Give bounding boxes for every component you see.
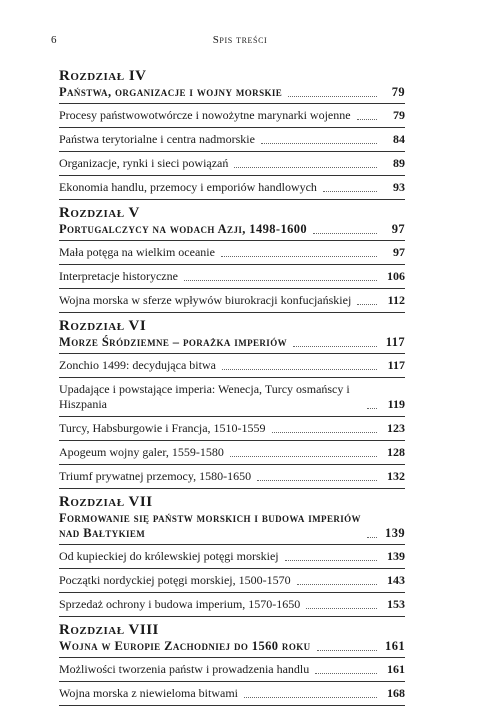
chapter-title: Morze Śródziemne – porażka imperiów (59, 335, 288, 349)
toc-entry-title: Organizacje, rynki i sieci powiązań (59, 156, 229, 170)
toc-entry[interactable] (59, 152, 405, 176)
chapter-section (59, 318, 405, 489)
toc-entry-title: Mała potęga na wielkim oceanie (59, 245, 215, 259)
chapter-page-number: 117 (385, 335, 405, 349)
toc-entry-page-number: 143 (387, 573, 405, 587)
toc-entry-page-number: 89 (393, 156, 405, 170)
chapter-heading: Rozdział VIII (59, 622, 159, 638)
toc-entry-title: Od kupieckiej do królewskiej potęgi morskiej (59, 549, 279, 563)
toc-entry[interactable] (59, 569, 405, 593)
toc-entry-page-number: 153 (387, 597, 405, 611)
toc-entry-title: Państwa terytorialne i centra nadmorskie (59, 132, 255, 146)
toc-entry-title: Apogeum wojny galer, 1559-1580 (59, 445, 224, 459)
chapter-title: Formowanie się państw morskich i budowa imperiów nad Bałtykiem (59, 511, 361, 540)
dot-leader (244, 696, 377, 698)
dot-leader (230, 455, 377, 457)
chapter-heading: Rozdział IV (59, 68, 147, 84)
toc-entry-title: Upadające i powstające imperia: Wenecja, Turcy osmańscy i Hiszpania (59, 382, 350, 411)
dot-leader (288, 95, 377, 97)
toc-entry-page-number: 117 (387, 358, 405, 372)
toc-entry[interactable] (59, 417, 405, 441)
toc-entry[interactable] (59, 104, 405, 128)
toc-entry-page-number: 84 (393, 132, 405, 146)
dot-leader (222, 368, 377, 370)
dot-leader (297, 583, 377, 585)
chapter-title-row[interactable] (59, 85, 405, 104)
toc-entry-title: Turcy, Habsburgowie i Francja, 1510-1559 (59, 421, 266, 435)
toc-entry[interactable] (59, 441, 405, 465)
page-number: 6 (51, 34, 57, 46)
toc-entry[interactable] (59, 378, 405, 417)
toc-entry[interactable] (59, 354, 405, 378)
dot-leader (367, 407, 377, 409)
toc-entry[interactable] (59, 682, 405, 706)
toc-entry-page-number: 132 (387, 469, 405, 483)
chapter-title-row[interactable] (59, 222, 405, 241)
toc-entry[interactable] (59, 593, 405, 617)
toc-entry-page-number: 123 (387, 421, 405, 435)
dot-leader (272, 431, 377, 433)
toc-entry[interactable] (59, 658, 405, 682)
dot-leader (315, 672, 377, 674)
toc-entry-page-number: 119 (387, 397, 405, 411)
chapter-heading: Rozdział V (59, 205, 140, 221)
toc-entry-title: Procesy państwowotwórcze i nowożytne marynarki wojenne (59, 108, 351, 122)
toc-entry[interactable] (59, 265, 405, 289)
chapter-section (59, 205, 405, 313)
toc-entry-page-number: 79 (393, 108, 405, 122)
dot-leader (234, 166, 377, 168)
toc-entry-page-number: 139 (387, 549, 405, 563)
chapter-heading: Rozdział VI (59, 318, 147, 334)
toc-entry-page-number: 168 (387, 686, 405, 700)
dot-leader (313, 232, 377, 234)
toc-entry-page-number: 112 (387, 293, 405, 307)
toc-entry-title: Interpretacje historyczne (59, 269, 178, 283)
dot-leader (261, 142, 377, 144)
dot-leader (317, 649, 377, 651)
toc-entry[interactable] (59, 289, 405, 313)
toc-entry[interactable] (59, 545, 405, 569)
chapter-title: Portugalczycy na wodach Azji, 1498-1600 (59, 222, 308, 236)
chapter-page-number: 139 (385, 526, 405, 540)
chapter-title: Wojna w Europie Zachodniej do 1560 roku (59, 639, 311, 653)
chapter-heading: Rozdział VII (59, 494, 153, 510)
toc-entry-title: Wojna morska z niewieloma bitwami (59, 686, 238, 700)
dot-leader (306, 607, 377, 609)
toc-entry[interactable] (59, 241, 405, 265)
dot-leader (367, 536, 377, 538)
chapter-title-row[interactable] (59, 335, 405, 354)
running-head-title: Spis treści (212, 34, 268, 46)
chapter-page-number: 97 (391, 222, 405, 236)
dot-leader (221, 255, 377, 257)
toc-entry-title: Sprzedaż ochrony i budowa imperium, 1570-1650 (59, 597, 301, 611)
chapter-section (59, 68, 405, 200)
toc-entry-title: Zonchio 1499: decydująca bitwa (59, 358, 216, 372)
chapter-page-number: 161 (385, 639, 405, 653)
toc-entry[interactable] (59, 465, 405, 489)
dot-leader (293, 345, 377, 347)
toc-entry-page-number: 161 (387, 662, 405, 676)
toc-entry[interactable] (59, 176, 405, 200)
dot-leader (184, 279, 377, 281)
toc-entry-page-number: 128 (387, 445, 405, 459)
chapter-title-row[interactable] (59, 639, 405, 658)
toc-entry-title: Wojna morska w sferze wpływów biurokracji konfucjańskiej (59, 293, 352, 307)
chapter-section (59, 622, 405, 706)
running-head (0, 30, 480, 50)
toc-entry-title: Triumf prywatnej przemocy, 1580-1650 (59, 469, 252, 483)
table-of-contents (59, 68, 405, 711)
dot-leader (323, 190, 377, 192)
toc-entry-page-number: 106 (387, 269, 405, 283)
toc-entry-page-number: 93 (393, 180, 405, 194)
chapter-section (59, 494, 405, 617)
chapter-title-row[interactable] (59, 511, 405, 545)
chapter-title: Państwa, organizacje i wojny morskie (59, 85, 283, 99)
dot-leader (285, 559, 377, 561)
toc-entry-title: Możliwości tworzenia państw i prowadzenia handlu (59, 662, 310, 676)
toc-entry-page-number: 97 (393, 245, 405, 259)
toc-entry-title: Początki nordyckiej potęgi morskiej, 1500-1570 (59, 573, 291, 587)
toc-entry-title: Ekonomia handlu, przemocy i emporiów handlowych (59, 180, 317, 194)
toc-entry[interactable] (59, 128, 405, 152)
dot-leader (357, 303, 377, 305)
dot-leader (357, 118, 377, 120)
dot-leader (257, 479, 377, 481)
chapter-page-number: 79 (391, 85, 405, 99)
